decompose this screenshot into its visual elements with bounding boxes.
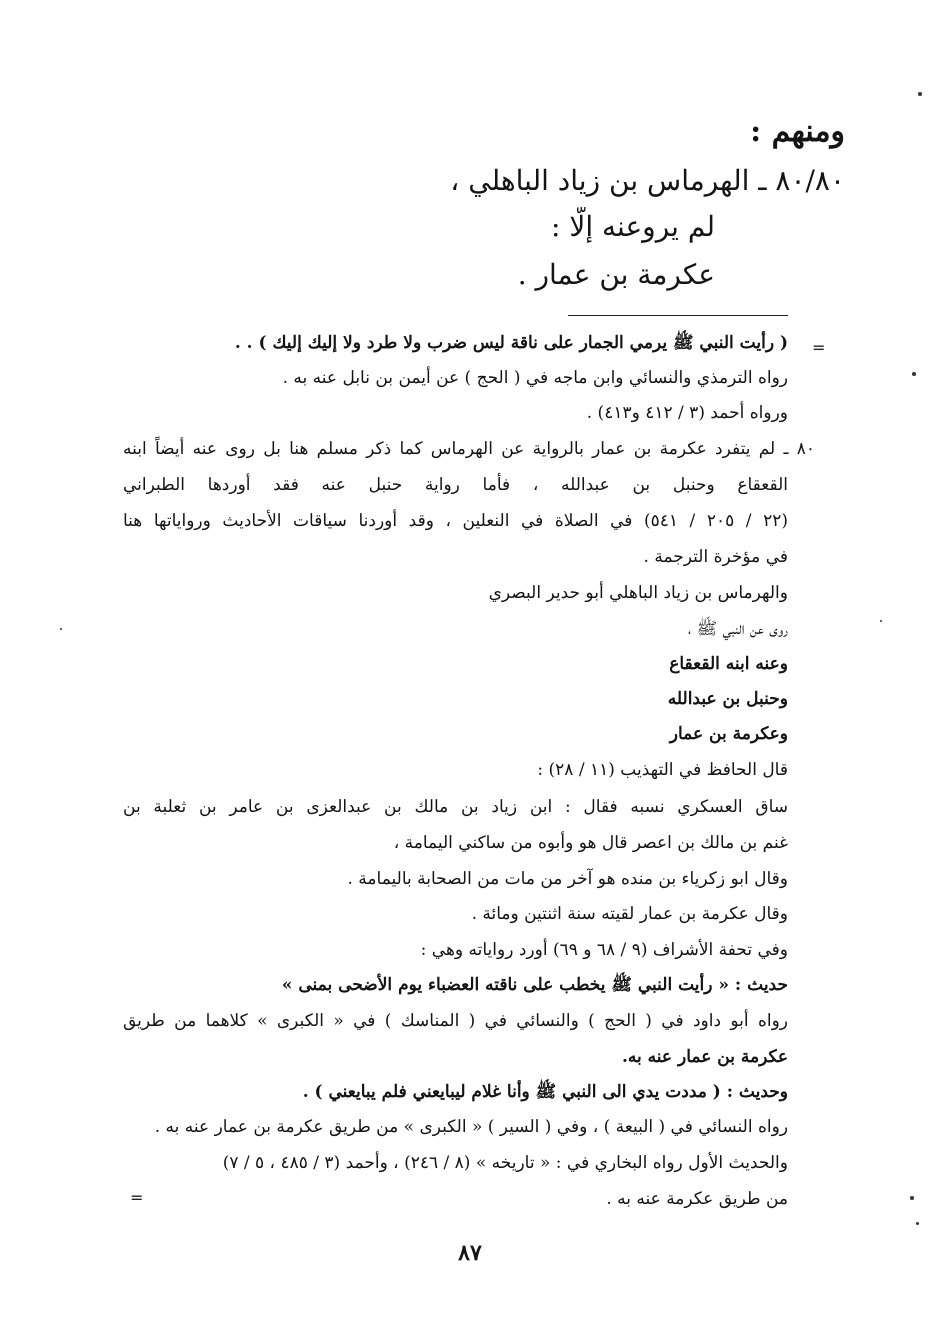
- footnote-line: والحديث الأول رواه البخاري في : « تاريخه » (٨ / ٢٤٦) ، وأحمد (٣ / ٤٨٥ ، ٥ / ٧): [222, 1153, 788, 1173]
- footnote-line: حديث : « رأيت النبي ﷺ يخطب على ناقته العضباء يوم الأضحى بمنى »: [281, 975, 788, 995]
- footnote-line: رواه النسائي في ( البيعة ) ، وفي ( السير ) « الكبرى » من طريق عكرمة بن عمار عنه به .: [154, 1117, 788, 1137]
- narrator-name: عكرمة بن عمار .: [517, 258, 715, 291]
- entry-title: ٨٠/٨٠ ـ الهرماس بن زياد الباهلي ،: [450, 164, 845, 197]
- footnote-line: ورواه أحمد (٣ / ٤١٢ و٤١٣) .: [586, 403, 788, 423]
- footnote-line: عكرمة بن عمار عنه به.: [622, 1047, 788, 1067]
- footnote-line: غنم بن مالك بن اعصر قال هو وأبوه من ساكني اليمامة ،: [393, 833, 788, 853]
- footnote-line: وعكرمة بن عمار: [669, 724, 788, 744]
- footnote-line: (٢٢ / ٢٠٥ / ٥٤١) في الصلاة في النعلين ، وقد أوردنا سياقات الأحاديث ورواياتها هنا: [123, 511, 788, 531]
- footnote-line: من طريق عكرمة عنه به .: [606, 1189, 788, 1209]
- footnote-line: القعقاع وحنبل بن عبدالله ، فأما رواية حنبل عنه فقد أوردها الطبراني: [123, 475, 788, 495]
- footnote-line: رواه أبو داود في ( الحج ) والنسائي في ( المناسك ) في « الكبرى » كلاهما من طريق: [123, 1011, 788, 1031]
- footnote-line: ( رأيت النبي ﷺ يرمي الجمار على ناقة ليس ضرب ولا طرد ولا إليك إليك ) . .: [234, 333, 788, 353]
- footnote-line: روى عن النبي ﷺ ،: [688, 619, 788, 639]
- footnote-line: رواه الترمذي والنسائي وابن ماجه في ( الحج ) عن أيمن بن نابل عنه به .: [282, 368, 788, 388]
- footnote-line: وحديث : ( مددت يدي الى النبي ﷺ وأنا غلام ليبايعني فلم يبايعني ) .: [302, 1082, 788, 1102]
- footnote-line: وقال ابو زكرياء بن منده هو آخر من مات من الصحابة باليمامة .: [347, 869, 788, 889]
- footnote-line: ساق العسكري نسبه فقال : ابن زياد بن مالك بن عبدالعزى بن عامر بن ثعلبة بن: [123, 797, 788, 817]
- scan-speck: [916, 1222, 919, 1225]
- scan-speck: [912, 372, 916, 376]
- scan-speck: [880, 620, 882, 622]
- footnote-line: وعنه ابنه القعقاع: [669, 654, 788, 674]
- footnote-end-marker: =: [130, 1188, 144, 1207]
- page-number: ٨٧: [458, 1240, 482, 1266]
- footnote-line: وقال عكرمة بن عمار لقيته سنة اثنتين ومائة .: [471, 904, 788, 924]
- footnote-line: ٨٠ ـ لم يتفرد عكرمة بن عمار بالرواية عن الهرماس كما ذكر مسلم هنا بل روى عنه أيضاً ابنه: [123, 439, 815, 459]
- scan-speck: [60, 628, 62, 630]
- footnote-line: قال الحافظ في التهذيب (١١ / ٢٨) :: [537, 760, 788, 780]
- footnote-line: والهرماس بن زياد الباهلي أبو حدير البصري: [488, 583, 788, 603]
- scan-speck: [918, 92, 922, 96]
- footnote-continuation-marker: =: [812, 338, 826, 357]
- section-heading: ومنهم :: [750, 114, 845, 149]
- narrated-by-label: لم يروعنه إلّا :: [551, 210, 715, 243]
- footnote-line: وفي تحفة الأشراف (٩ / ٦٨ و ٦٩) أورد رواياته وهي :: [420, 940, 788, 960]
- footnote-line: وحنبل بن عبدالله: [667, 689, 788, 709]
- footnote-line: في مؤخرة الترجمة .: [643, 547, 788, 567]
- scan-speck: [910, 1196, 914, 1200]
- footnote-separator: [568, 315, 788, 316]
